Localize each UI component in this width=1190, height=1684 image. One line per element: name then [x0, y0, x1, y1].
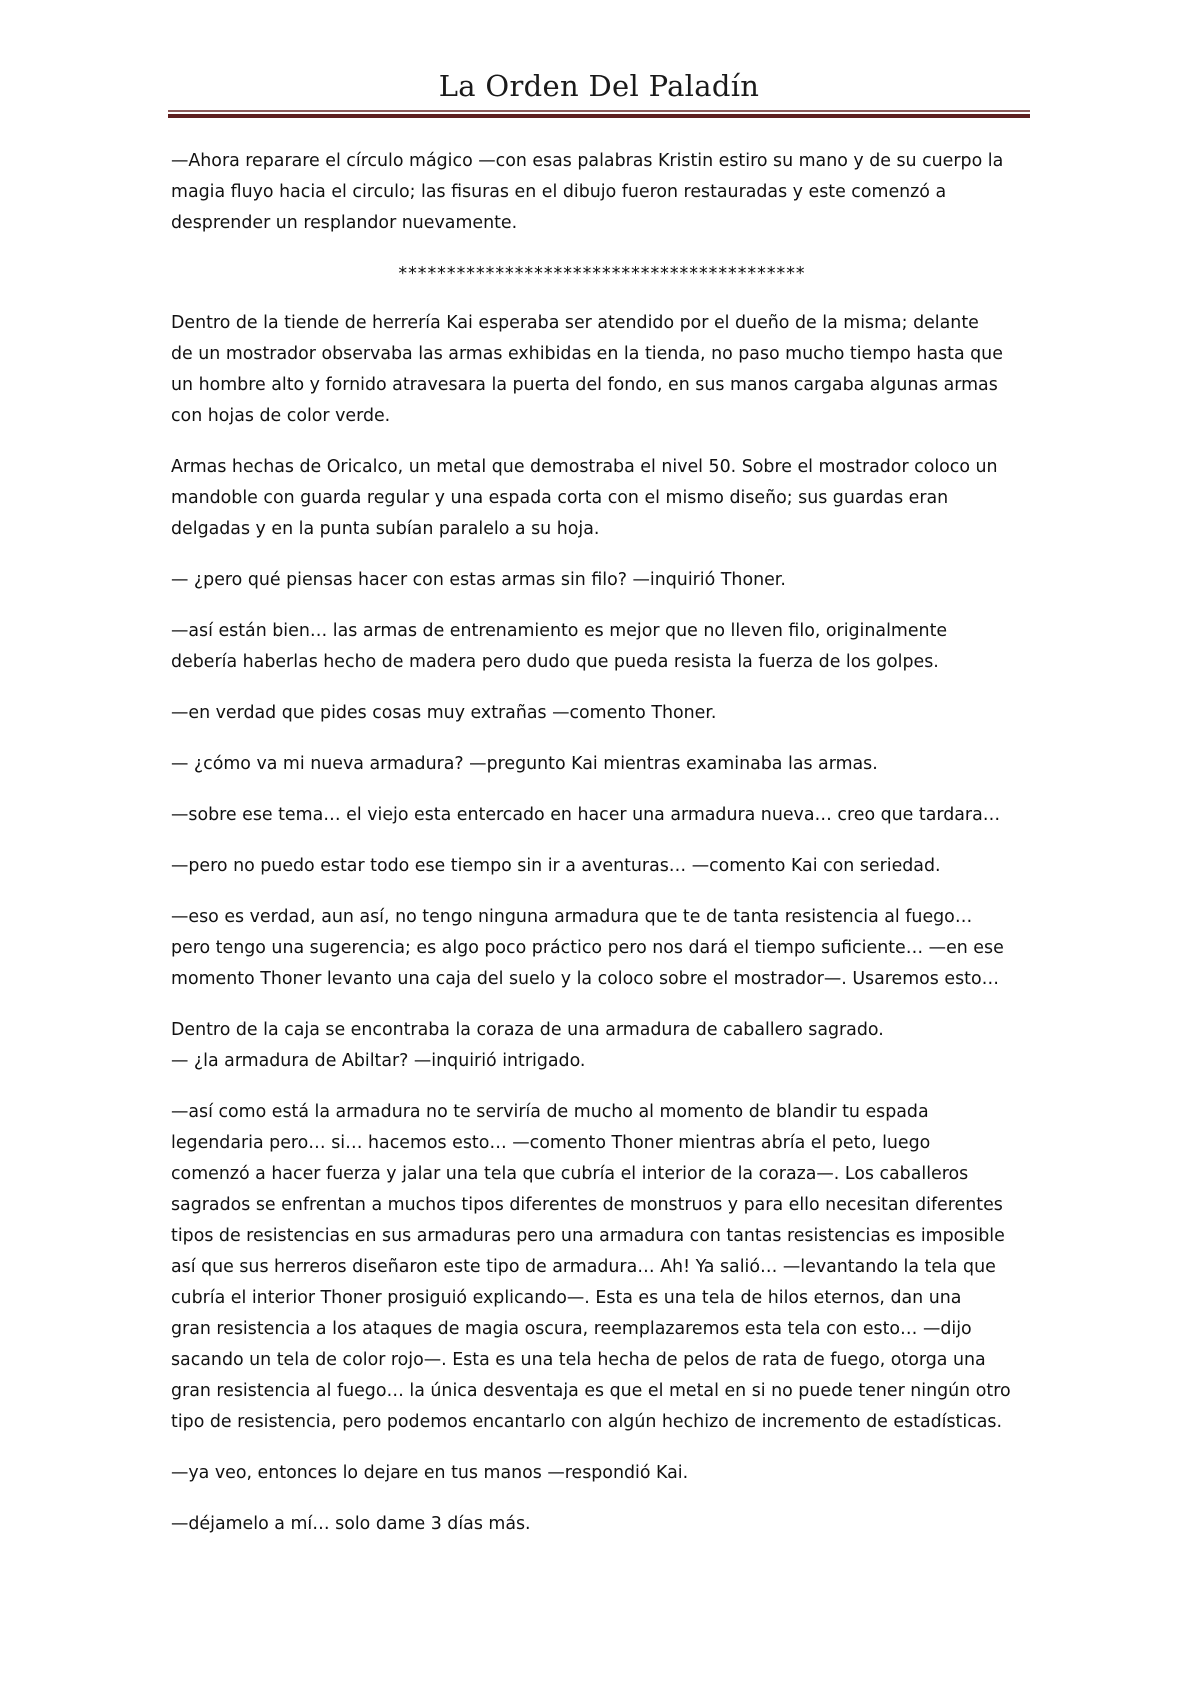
paragraph	[171, 452, 1033, 545]
text-line: gran resistencia a los ataques de magia oscura, reemplazaremos esta tela con esto… —dijo	[171, 1319, 972, 1339]
text-line: — ¿la armadura de Abiltar? —inquirió intrigado.	[171, 1051, 586, 1071]
paragraph	[171, 851, 1033, 882]
body-text	[171, 146, 1033, 1560]
paragraph	[171, 1509, 1033, 1540]
text-line: — ¿cómo va mi nueva armadura? —pregunto Kai mientras examinaba las armas.	[171, 754, 878, 774]
text-line: —ya veo, entonces lo dejare en tus manos —respondió Kai.	[171, 1463, 689, 1483]
text-line: de un mostrador observaba las armas exhibidas en la tienda, no paso mucho tiempo hasta que	[171, 344, 1003, 364]
text-line: Dentro de la tiende de herrería Kai esperaba ser atendido por el dueño de la misma; delante	[171, 313, 979, 333]
text-line: cubría el interior Thoner prosiguió explicando—. Esta es una tela de hilos eternos, dan una	[171, 1288, 962, 1308]
text-line: —así están bien… las armas de entrenamiento es mejor que no lleven filo, originalmente	[171, 621, 948, 641]
text-line: —pero no puedo estar todo ese tiempo sin ir a aventuras… —comento Kai con seriedad.	[171, 856, 941, 876]
paragraph	[171, 616, 1033, 678]
paragraph	[171, 1015, 1033, 1077]
paragraph	[171, 565, 1033, 596]
scene-separator	[171, 259, 1033, 290]
text-line: ******************************************	[398, 264, 806, 284]
text-line: sacando un tela de color rojo—. Esta es una tela hecha de pelos de rata de fuego, otorga una	[171, 1350, 986, 1370]
text-line: —así como está la armadura no te serviría de mucho al momento de blandir tu espada	[171, 1102, 929, 1122]
text-line: magia fluyo hacia el circulo; las fisuras en el dibujo fueron restauradas y este comenzó a	[171, 182, 947, 202]
paragraph	[171, 146, 1033, 239]
text-line: legendaria pero… si… hacemos esto… —comento Thoner mientras abría el peto, luego	[171, 1133, 931, 1153]
text-line: desprender un resplandor nuevamente.	[171, 213, 518, 233]
text-line: —déjamelo a mí… solo dame 3 días más.	[171, 1514, 531, 1534]
paragraph	[171, 1458, 1033, 1489]
text-line: momento Thoner levanto una caja del suelo y la coloco sobre el mostrador—. Usaremos esto…	[171, 969, 1000, 989]
header-rule-thin	[168, 110, 1030, 112]
text-line: un hombre alto y fornido atravesara la puerta del fondo, en sus manos cargaba algunas armas	[171, 375, 998, 395]
text-line: Dentro de la caja se encontraba la coraza de una armadura de caballero sagrado.	[171, 1020, 884, 1040]
paragraph	[171, 749, 1033, 780]
text-line: debería haberlas hecho de madera pero dudo que pueda resista la fuerza de los golpes.	[171, 652, 939, 672]
page-title: La Orden Del Paladín	[438, 69, 760, 103]
paragraph	[171, 800, 1033, 831]
text-line: comenzó a hacer fuerza y jalar una tela que cubría el interior de la coraza—. Los caballeros	[171, 1164, 969, 1184]
paragraph	[171, 698, 1033, 729]
paragraph	[171, 1097, 1033, 1438]
text-line: pero tengo una sugerencia; es algo poco práctico pero nos dará el tiempo suficiente… —en ese	[171, 938, 1004, 958]
text-line: —sobre ese tema… el viejo esta entercado en hacer una armadura nueva… creo que tardara…	[171, 805, 1001, 825]
text-line: gran resistencia al fuego… la única desventaja es que el metal en si no puede tener ningún otro	[171, 1381, 1011, 1401]
text-line: con hojas de color verde.	[171, 406, 391, 426]
text-line: Armas hechas de Oricalco, un metal que demostraba el nivel 50. Sobre el mostrador coloco un	[171, 457, 998, 477]
text-line: —en verdad que pides cosas muy extrañas —comento Thoner.	[171, 703, 717, 723]
text-line: —Ahora reparare el círculo mágico —con esas palabras Kristin estiro su mano y de su cuerpo la	[171, 151, 1004, 171]
paragraph	[171, 308, 1033, 432]
text-line: sagrados se enfrentan a muchos tipos diferentes de monstruos y para ello necesitan diferentes	[171, 1195, 1003, 1215]
text-line: — ¿pero qué piensas hacer con estas armas sin filo? —inquirió Thoner.	[171, 570, 786, 590]
text-line: mandoble con guarda regular y una espada corta con el mismo diseño; sus guardas eran	[171, 488, 949, 508]
text-line: así que sus herreros diseñaron este tipo de armadura… Ah! Ya salió… —levantando la tela que	[171, 1257, 996, 1277]
text-line: delgadas y en la punta subían paralelo a su hoja.	[171, 519, 600, 539]
text-line: tipos de resistencias en sus armaduras pero una armadura con tantas resistencias es imposible	[171, 1226, 1005, 1246]
header-rule-thick	[168, 114, 1030, 118]
text-line: tipo de resistencia, pero podemos encantarlo con algún hechizo de incremento de estadísticas.	[171, 1412, 1003, 1432]
text-line: —eso es verdad, aun así, no tengo ninguna armadura que te de tanta resistencia al fuego…	[171, 907, 973, 927]
paragraph	[171, 902, 1033, 995]
